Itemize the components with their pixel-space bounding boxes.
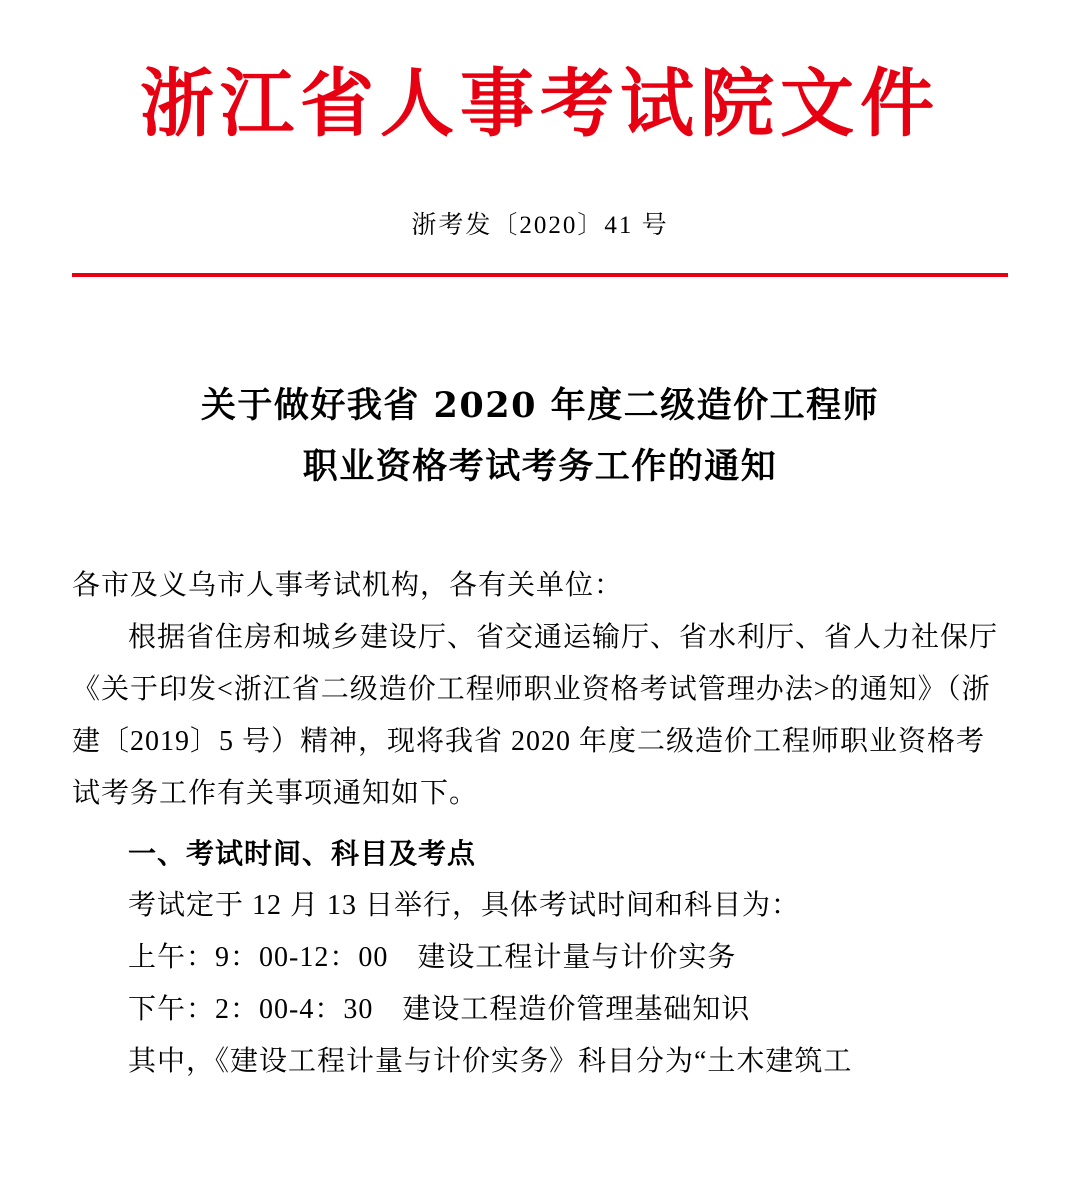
section-1-line-4: 其中，《建设工程计量与计价实务》科目分为“土木建筑工 xyxy=(128,1046,853,1078)
red-divider-rule xyxy=(72,273,1008,277)
masthead xyxy=(72,0,1008,147)
document-title xyxy=(72,375,1008,498)
document-title-line-1: 关于做好我省 2020 年度二级造价工程师 xyxy=(200,385,880,427)
section-1-line-1: 考试定于 12 月 13 日举行，具体考试时间和科目为： xyxy=(128,890,801,922)
document-title-line-2: 职业资格考试考务工作的通知 xyxy=(302,446,778,488)
section-1-line-3: 下午：2：00-4：30 建设工程造价管理基础知识 xyxy=(128,994,751,1026)
document-body xyxy=(72,560,1008,1089)
document-number: 浙考发〔2020〕41 号 xyxy=(411,212,669,240)
salutation: 各市及义乌市人事考试机构，各有关单位： xyxy=(72,569,624,601)
body-paragraph-1: 根据省住房和城乡建设厅、省交通运输厅、省水利厅、省人力社保厅《关于印发<浙江省二级造价工程师职业资格考试管理办法>的通知》（浙建〔2019〕5 号）精神，现将我省 2020 年度二级造价工程师职业资格考试考务工作有关事项通知如下。 xyxy=(72,621,999,809)
issuing-authority-title: 浙江省人事考试院文件 xyxy=(140,61,940,147)
section-1-line-2: 上午：9：00-12：00 建设工程计量与计价实务 xyxy=(128,942,737,974)
section-heading-1: 一、考试时间、科目及考点 xyxy=(128,836,477,870)
